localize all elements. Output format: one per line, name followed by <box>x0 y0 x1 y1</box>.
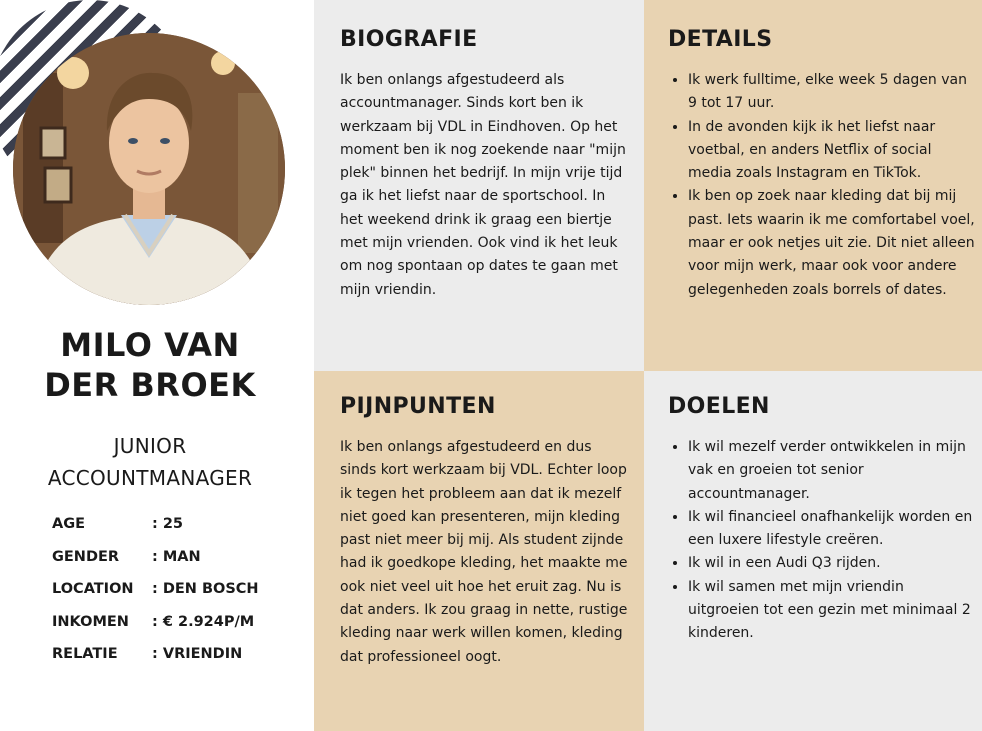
persona-name <box>0 325 300 405</box>
pijnpunten-panel <box>314 371 644 731</box>
list-item: • Ik wil financieel onafhankelijk worden en een luxere lifestyle creëren. <box>688 506 974 553</box>
persona-name-line1: MILO VAN <box>60 326 240 364</box>
details-panel <box>644 0 982 371</box>
persona-name-line2: DER BROEK <box>44 366 256 404</box>
details-title: DETAILS <box>668 27 773 52</box>
biografie-panel <box>314 0 644 371</box>
list-item: • Ik wil samen met mijn vriendin uitgroeien tot een gezin met minimaal 2 kinderen. <box>688 576 974 646</box>
fact-relatie: RELATIE : VRIENDIN <box>52 646 243 662</box>
biografie-title: BIOGRAFIE <box>340 27 478 52</box>
list-item: • Ik ben op zoek naar kleding dat bij mij past. Iets waarin ik me comfortabel voel, maar er ook netjes uit zie. Dit niet alleen voor mijn werk, maar ook voor andere gelegenheden zoals borrels of dates. <box>688 185 978 301</box>
biografie-text: Ik ben onlangs afgestudeerd als accountmanager. Sinds kort ben ik werkzaam bij VDL in Eindhoven. Op het moment ben ik nog zoekende naar "mijn plek" binnen het bedrijf. In mijn vrije tijd ga ik het liefst naar de sportschool. In het weekend drink ik graag een biertje met mijn vrienden. Ook vind ik het leuk om nog spontaan op dates te gaan met mijn vriendin. <box>340 72 626 298</box>
fact-age: AGE : 25 <box>52 516 184 532</box>
details-list <box>668 69 978 302</box>
doelen-list <box>668 436 974 646</box>
list-item: • Ik wil in een Audi Q3 rijden. <box>688 552 974 575</box>
list-item: • Ik werk fulltime, elke week 5 dagen van 9 tot 17 uur. <box>688 69 978 116</box>
pijnpunten-text: Ik ben onlangs afgestudeerd en dus sinds kort werkzaam bij VDL. Echter loop ik tegen het probleem aan dat ik mezelf niet goed kan presenteren, mijn kleding past niet meer bij mij. Als student zijnde had ik goedkope kleding, het maakte me ook niet veel uit hoe het eruit zag. Nu is dat anders. Ik zou graag in nette, rustige kleding naar werk willen komen, kleding dat professioneel oogt. <box>340 439 628 665</box>
doelen-panel <box>644 371 982 731</box>
persona-role-line1: JUNIOR <box>113 434 187 458</box>
persona-role-line2: ACCOUNTMANAGER <box>47 466 253 490</box>
fact-location: LOCATION : DEN BOSCH <box>52 581 259 597</box>
persona-facts <box>52 516 259 679</box>
profile-photo <box>13 33 285 305</box>
doelen-title: DOELEN <box>668 394 770 419</box>
list-item: • In de avonden kijk ik het liefst naar voetbal, en anders Netflix of social media zoals Instagram en TikTok. <box>688 116 978 186</box>
profile-column <box>0 0 314 731</box>
persona-role <box>0 430 300 494</box>
list-item: • Ik wil mezelf verder ontwikkelen in mijn vak en groeien tot senior accountmanager. <box>688 436 974 506</box>
portrait-illustration <box>13 33 285 305</box>
fact-inkomen: INKOMEN : € 2.924P/M <box>52 613 255 630</box>
pijnpunten-title: PIJNPUNTEN <box>340 394 496 419</box>
fact-gender: GENDER : MAN <box>52 548 201 565</box>
